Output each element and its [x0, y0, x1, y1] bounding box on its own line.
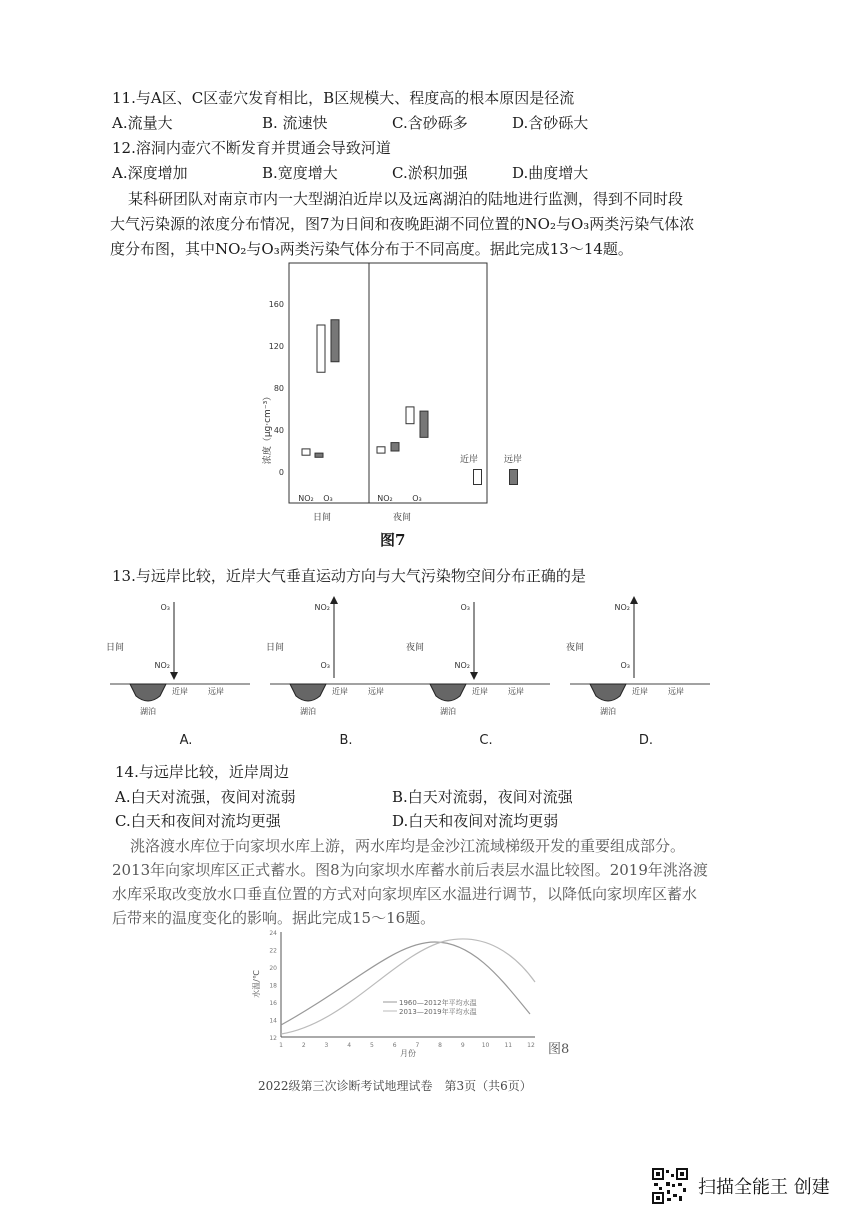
bar-near-1 [317, 325, 325, 372]
q11-stem: 11.与A区、C区壶穴发育相比，B区规模大、程度高的根本原因是径流 [112, 89, 575, 107]
q11-option-a: A.流量大 [112, 114, 173, 132]
fig8-x-tick: 7 [415, 1042, 420, 1049]
curve-2013-2019 [281, 939, 535, 1034]
fig8-x-tick: 10 [481, 1042, 490, 1049]
q12-option-c: C.淤积加强 [392, 164, 468, 182]
bar-far-0 [315, 453, 323, 457]
option-letter: B. [339, 733, 353, 748]
passage2-line-1: 洮洛渡水库位于向家坝水库上游，两水库均是金沙江流域梯级开发的重要组成部分。 [130, 837, 686, 855]
legend-near-swatch [473, 469, 482, 485]
option-letter: C. [479, 733, 493, 748]
period-label: 夜间 [406, 643, 425, 653]
fig8-y-tick: 20 [269, 965, 277, 972]
scanner-watermark [652, 1168, 830, 1204]
far-shore-label: 远岸 [508, 687, 524, 696]
q12-stem: 12.溶洞内壶穴不断发育并贯通会导致河道 [112, 139, 391, 157]
passage2-line-3: 水库采取改变放水口垂直位置的方式对向家坝库区水温进行调节，以降低向家坝库区蓄水 [112, 885, 698, 903]
legend-2013-2019: 2013—2019年平均水温 [399, 1008, 477, 1016]
legend-far-swatch [509, 469, 518, 485]
figure-8-caption: 图8 [548, 1042, 570, 1057]
figure-7-chart [240, 258, 540, 528]
top-gas-label: O₃ [460, 603, 470, 612]
y-tick-label: 120 [268, 342, 284, 351]
legend-1960-2012: 1960—2012年平均水温 [399, 999, 477, 1007]
near-shore-label: 近岸 [632, 687, 648, 696]
fig8-y-tick: 18 [269, 982, 277, 990]
passage1-line-1: 某科研团队对南京市内一大型湖泊近岸以及远离湖泊的陆地进行监测，得到不同时段 [128, 190, 684, 208]
lake-shape [290, 684, 326, 701]
bottom-gas-label: O₃ [620, 661, 630, 670]
x-gas-label: NO₂ [298, 494, 314, 503]
bar-far-3 [420, 411, 428, 437]
fig8-x-axis-label: 月份 [400, 1049, 416, 1058]
y-tick-label: 0 [278, 468, 284, 477]
lake-shape [430, 684, 466, 701]
q11-option-b: B. 流速快 [262, 114, 328, 132]
option-letter: D. [638, 733, 654, 748]
q14-option-b: B.白天对流弱，夜间对流强 [392, 788, 573, 806]
q13-diagram-a [106, 602, 250, 748]
near-shore-label: 近岸 [332, 687, 348, 696]
period-label: 夜间 [566, 643, 585, 653]
y-tick-label: 160 [268, 300, 284, 309]
x-gas-label: O₃ [323, 494, 333, 503]
q13-diagram-c [406, 602, 550, 748]
qr-code-icon [652, 1168, 688, 1204]
lake-label: 湖泊 [300, 707, 316, 716]
q11-option-d: D.含砂砾大 [512, 114, 589, 132]
lake-label: 湖泊 [600, 707, 616, 716]
q12-option-a: A.深度增加 [112, 164, 188, 182]
x-gas-label: O₃ [412, 494, 422, 503]
fig8-x-tick: 5 [369, 1042, 374, 1049]
q13-diagrams [100, 588, 820, 748]
q14-option-c: C.白天和夜间对流均更强 [115, 812, 281, 830]
passage1-line-3: 度分布图，其中NO₂与O₃两类污染气体分布于不同高度。据此完成13～14题。 [110, 240, 633, 258]
top-gas-label: O₃ [160, 603, 170, 612]
fig8-y-tick: 12 [269, 1035, 277, 1042]
fig8-y-tick: 24 [269, 930, 277, 937]
passage2-line-2: 2013年向家坝库区正式蓄水。图8为向家坝水库蓄水前后表层水温比较图。2019年洮洛渡 [112, 861, 708, 879]
period-label: 日间 [106, 643, 125, 653]
q14-stem: 14.与远岸比较，近岸周边 [115, 763, 289, 781]
far-shore-label: 远岸 [208, 687, 224, 696]
q13-diagram-b [266, 600, 410, 748]
fig8-x-tick: 6 [392, 1042, 397, 1049]
bar-near-2 [377, 447, 385, 453]
figure-7-caption: 图7 [380, 531, 406, 549]
legend-near-label: 近岸 [460, 455, 479, 465]
fig8-x-tick: 3 [324, 1042, 329, 1049]
lake-label: 湖泊 [440, 707, 456, 716]
passage1-line-2: 大气污染源的浓度分布情况，图7为日间和夜晚距湖不同位置的NO₂与O₃两类污染气体浓 [110, 215, 695, 233]
legend-far-label: 远岸 [504, 455, 523, 465]
fig8-x-tick: 8 [438, 1042, 443, 1049]
bar-near-3 [406, 407, 414, 424]
q13-stem: 13.与远岸比较，近岸大气垂直运动方向与大气污染物空间分布正确的是 [112, 567, 586, 585]
q11-option-c: C.含砂砾多 [392, 114, 468, 132]
near-shore-label: 近岸 [172, 687, 188, 696]
fig8-x-tick: 2 [301, 1042, 306, 1049]
bottom-gas-label: O₃ [320, 661, 330, 670]
top-gas-label: NO₂ [314, 603, 330, 612]
top-gas-label: NO₂ [614, 603, 630, 612]
near-shore-label: 近岸 [472, 687, 488, 696]
panel-label: 夜间 [392, 513, 412, 523]
passage2-line-4: 后带来的温度变化的影响。据此完成15～16题。 [112, 909, 436, 927]
bar-far-1 [331, 320, 339, 362]
q14-option-a: A.白天对流强，夜间对流弱 [115, 788, 296, 806]
lake-shape [130, 684, 166, 701]
fig8-x-tick: 9 [460, 1042, 465, 1049]
fig8-x-tick: 11 [504, 1042, 513, 1049]
q12-option-b: B.宽度增大 [262, 164, 338, 182]
fig8-y-tick: 22 [269, 947, 277, 955]
bar-near-0 [302, 449, 310, 455]
period-label: 日间 [266, 643, 285, 653]
q12-option-d: D.曲度增大 [512, 164, 589, 182]
page-footer: 2022级第三次诊断考试地理试卷 第3页（共6页） [258, 1079, 532, 1093]
y-axis-label: 浓度（μg·cm⁻³） [263, 391, 273, 465]
q13-diagram-d [566, 600, 710, 748]
y-tick-label: 80 [273, 384, 284, 393]
lake-shape [590, 684, 626, 701]
bar-far-2 [391, 443, 399, 451]
q14-option-d: D.白天和夜间对流均更弱 [392, 812, 559, 830]
panel-label: 日间 [312, 513, 332, 523]
fig8-x-tick: 1 [279, 1042, 283, 1049]
bottom-gas-label: NO₂ [454, 661, 470, 670]
scanner-text: 扫描全能王 创建 [698, 1177, 830, 1198]
chart-frame [289, 263, 487, 503]
option-letter: A. [179, 733, 193, 748]
lake-label: 湖泊 [140, 707, 156, 716]
fig8-y-tick: 16 [269, 1000, 277, 1007]
fig8-x-tick: 12 [527, 1042, 535, 1049]
far-shore-label: 远岸 [668, 687, 684, 696]
figure-8-chart [245, 924, 545, 1059]
far-shore-label: 远岸 [368, 687, 384, 696]
fig8-y-axis-label: 水温/℃ [252, 970, 261, 998]
x-gas-label: NO₂ [377, 494, 393, 503]
fig8-y-tick: 14 [269, 1017, 277, 1025]
bottom-gas-label: NO₂ [154, 661, 170, 670]
y-tick-label: 40 [273, 426, 284, 435]
fig8-x-tick: 4 [347, 1042, 352, 1049]
